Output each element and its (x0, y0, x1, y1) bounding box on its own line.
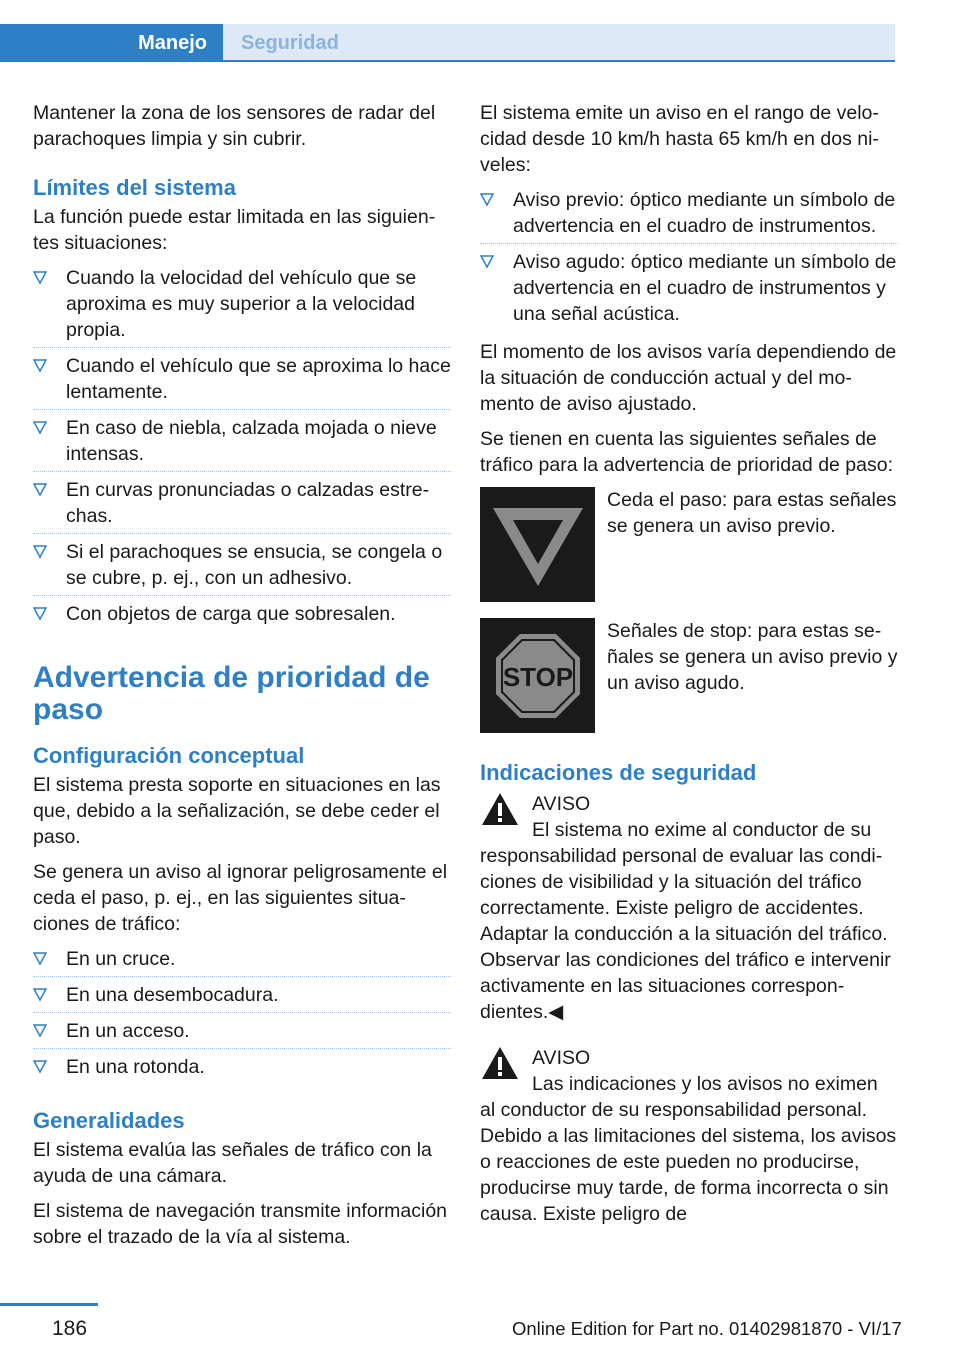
yield-sign-image (480, 487, 595, 602)
list-item: Aviso previo: óptico mediante un símbolo de advertencia en el cuadro de instrumentos. (480, 187, 898, 244)
warning-box-2 (480, 1043, 898, 1227)
list-item: En una desembocadura. (33, 982, 451, 1013)
triangle-bullet-icon (33, 359, 47, 373)
stop-sign-icon (493, 631, 583, 721)
list-item: Aviso agudo: óptico mediante un símbolo de advertencia en el cuadro de instrumentos y una señal acústica. (480, 249, 898, 332)
stop-sign-image (480, 618, 595, 733)
page-header (0, 0, 960, 64)
list-item: Cuando la velocidad del vehículo que se aproxima es muy superior a la velocidad propia. (33, 265, 451, 348)
main-heading: Advertencia de prioridad de paso (33, 661, 430, 726)
triangle-bullet-icon (33, 1024, 47, 1038)
limits-list (33, 265, 451, 632)
tab-manejo[interactable]: Manejo (0, 24, 223, 62)
triangle-bullet-icon (33, 988, 47, 1002)
list-item: Si el parachoques se ensucia, se congela o se cubre, p. ej., con un adhesivo. (33, 539, 451, 596)
yield-sign-text: Ceda el paso: para estas señales se genera un aviso previo. (607, 489, 897, 537)
list-item: En caso de niebla, calzada mojada o nieve intensas. (33, 415, 451, 472)
concept-paragraph-2: Se genera un aviso al ignorar peligrosamente el ceda el paso, p. ej., en las siguientes situaciones de tráfico: (33, 861, 448, 935)
intro-paragraph: Mantener la zona de los sensores de radar del parachoques limpia y sin cubrir. (33, 102, 436, 150)
stop-sign-text: Señales de stop: para estas señales se genera un aviso previo y un aviso agudo. (607, 620, 898, 694)
page-number: 186 (52, 1317, 88, 1340)
right-column (480, 100, 898, 1245)
list-item: Cuando el vehículo que se aproxima lo hace lentamente. (33, 353, 451, 410)
timing-paragraph: El momento de los avisos varía dependiendo de la situación de conducción actual y del momento de aviso ajustado. (480, 341, 897, 415)
warning-triangle-icon (480, 791, 520, 827)
list-item: En una rotonda. (33, 1054, 451, 1085)
warning-text: El sistema no exime al conductor de su responsabilidad personal de evaluar las condiciones de visibilidad y la situación del tráfico correctamente. Existe peligro de accidentes. Adaptar la conducción a la situación del tráfico. Observar las condiciones del tráfico e intervenir activamente en las situaciones correspondientes.◀ (480, 819, 891, 1023)
warning-title: AVISO (532, 1047, 591, 1069)
limits-heading: Límites del sistema (33, 175, 236, 200)
triangle-bullet-icon (33, 421, 47, 435)
speed-range-paragraph: El sistema emite un aviso en el rango de velocidad desde 10 km/h hasta 65 km/h en dos niveles: (480, 102, 879, 176)
concept-list (33, 946, 451, 1085)
tab-seguridad[interactable]: Seguridad (223, 24, 895, 62)
warning-box-1 (480, 789, 898, 1025)
edition-note: Online Edition for Part no. 01402981870 - VI/17 (512, 1318, 902, 1339)
yield-sign-icon (488, 500, 588, 590)
warning-triangle-icon (480, 1045, 520, 1081)
general-paragraph-2: El sistema de navegación transmite información sobre el trazado de la vía al sistema. (33, 1200, 448, 1248)
triangle-bullet-icon (33, 1060, 47, 1074)
general-heading: Generalidades (33, 1108, 185, 1133)
triangle-bullet-icon (33, 545, 47, 559)
triangle-bullet-icon (33, 483, 47, 497)
general-paragraph-1: El sistema evalúa las señales de tráfico con la ayuda de una cámara. (33, 1139, 432, 1187)
footer-rule (0, 1303, 98, 1306)
triangle-bullet-icon (33, 607, 47, 621)
triangle-bullet-icon (480, 255, 494, 269)
yield-sign-row (480, 487, 898, 602)
limits-text: La función puede estar limitada en las siguientes situaciones: (33, 206, 436, 254)
list-item: En curvas pronunciadas o calzadas estrechas. (33, 477, 451, 534)
triangle-bullet-icon (33, 271, 47, 285)
list-item: Con objetos de carga que sobresalen. (33, 601, 451, 632)
left-column (33, 100, 451, 1259)
header-rule (0, 60, 895, 62)
triangle-bullet-icon (480, 193, 494, 207)
triangle-bullet-icon (33, 952, 47, 966)
concept-paragraph-1: El sistema presta soporte en situaciones en las que, debido a la señalización, se debe ceder el paso. (33, 774, 441, 848)
warning-levels-list (480, 187, 898, 332)
list-item: En un acceso. (33, 1018, 451, 1049)
warning-title: AVISO (532, 793, 591, 815)
stop-sign-label: STOP (502, 661, 573, 692)
stop-sign-row (480, 618, 898, 733)
signs-intro-paragraph: Se tienen en cuenta las siguientes señales de tráfico para la advertencia de prioridad de paso: (480, 428, 894, 476)
list-item: En un cruce. (33, 946, 451, 977)
concept-heading: Configuración conceptual (33, 743, 305, 768)
warning-text: Las indicaciones y los avisos no eximen al conductor de su responsabilidad personal. Debido a las limitaciones del sistema, los avisos o reacciones de este pueden no producirse, producirse muy tarde, de forma incorrecta o sin causa. Existe peligro de (480, 1073, 897, 1225)
safety-heading: Indicaciones de seguridad (480, 760, 757, 785)
